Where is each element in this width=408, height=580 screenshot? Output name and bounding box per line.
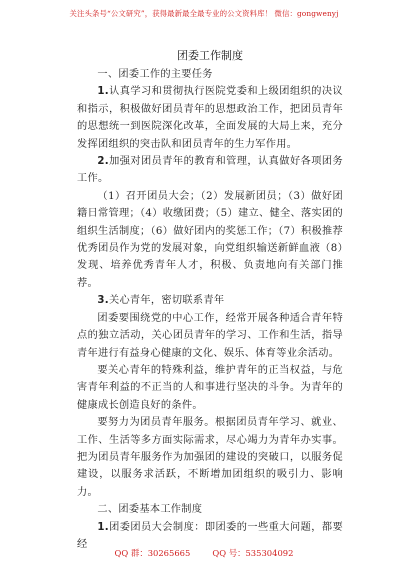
section-heading: 二、团委基本工作制度 (97, 504, 203, 516)
subsection-heading (77, 292, 343, 309)
paragraph: 团委要围绕党的中心工作，经常开展各种适合青年特点的独立活动，关心团员青年的学习、工作和生活，指导青年进行有益身心健康的文化、娱乐、体育等业余活动。 (77, 312, 343, 359)
paragraph-text: 认真学习和贯彻执行医院党委和上级团组织的决议和指示，积极做好团员青年的思想政治工作，把团员青年的思想统一到医院深化改革，全面发展的大局上来，充分发挥团组织的突击队和团员青年的生力军作用。 (77, 86, 343, 150)
document-body (77, 48, 343, 553)
paragraph: 要努力为团员青年服务。根据团员青年学习、就业、工作、生活等多方面实际需求，尽心竭力为青年办实事。把为团员青年服务作为加强团的建设的突破口，以服务促建设，以服务求活跃，不断增加团组织的吸引力、影响力。 (77, 417, 343, 498)
document-title: 团委工作制度 (177, 49, 243, 62)
item-number: 1. (97, 521, 109, 533)
paragraph (77, 83, 343, 153)
subsection-heading-text: 关心青年，密切联系青年 (108, 295, 225, 307)
header-banner: 关注头条号“公文研究”，获得最新最全最专业的公文资料库！ 微信：gongwenyj (69, 9, 339, 18)
footer-qq-number: QQ 号：535304092 (212, 548, 294, 558)
paragraph (77, 153, 343, 188)
item-number: 3. (97, 295, 109, 307)
footer-qq-group: QQ 群：30265665 (114, 548, 191, 558)
paragraph: 要关心青年的特殊利益，维护青年的正当权益，与危害青年利益的不正当的人和事进行坚决的斗争。为青年的健康成长创造良好的条件。 (77, 364, 343, 411)
paragraph-text: 加强对团员青年的教育和管理，认真做好各项团务工作。 (77, 156, 343, 185)
item-number: 1. (97, 86, 109, 98)
footer-contact (0, 547, 408, 559)
item-number: 2. (97, 156, 109, 168)
section-heading: 一、团委工作的主要任务 (97, 69, 213, 80)
paragraph-text: 团委团员大会制度：即团委的一些重大问题，都要经 (77, 521, 343, 550)
paragraph-list: （1）召开团员大会；（2）发展新团员；（3）做好团籍日常管理；（4）收缴团费；（5）建立、健全、落实团的组织生活制度；（6）做好团内的奖惩工作；（7）积极推荐优秀团员作为党的发展对象，向党组织输送新鲜血液（8）发现、培养优秀青年人才，积极、负责地向有关部门推荐。 (77, 190, 343, 289)
